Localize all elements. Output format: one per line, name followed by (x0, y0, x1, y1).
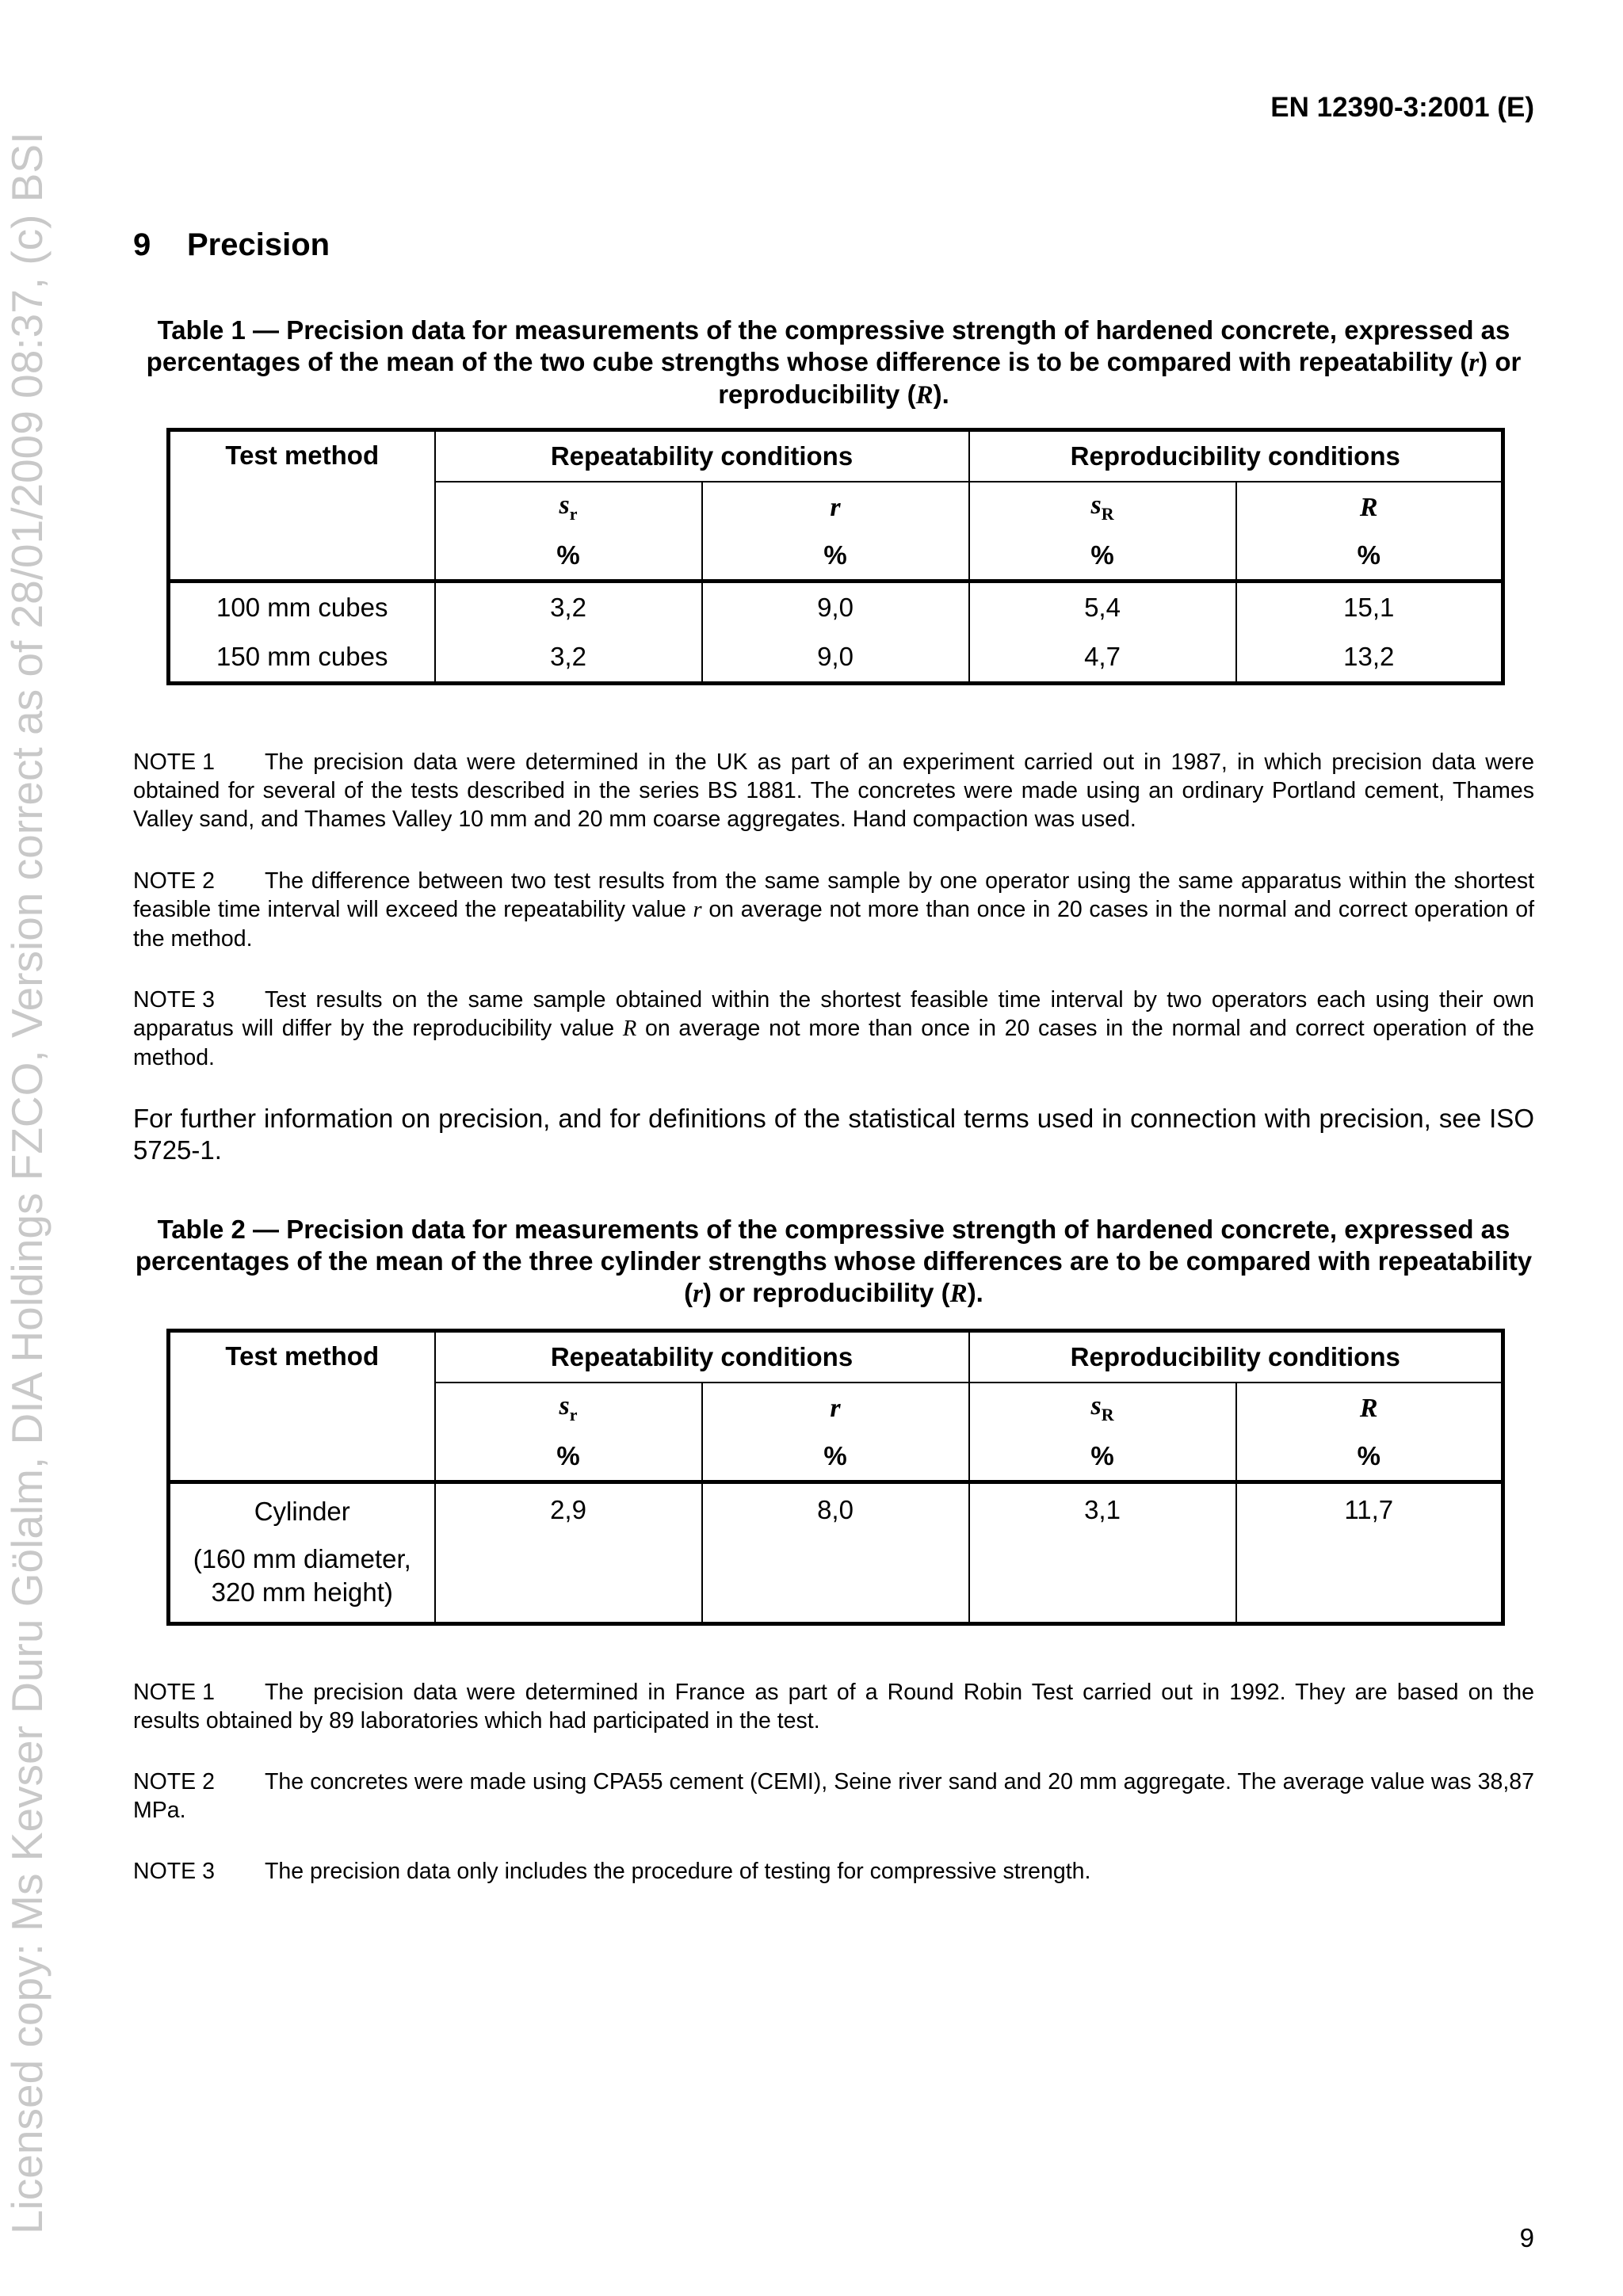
table-row (169, 1482, 1503, 1624)
value-cell: 5,4 (969, 582, 1236, 633)
value-cell: 2,9 (435, 1482, 702, 1624)
table2-caption-mid: ) or reproducibility ( (702, 1278, 950, 1307)
table1-caption-end: ). (933, 379, 949, 409)
unit-cell: % (702, 532, 969, 582)
table1-caption (133, 315, 1534, 411)
unit-cell: % (435, 532, 702, 582)
repeatability-header: Repeatability conditions (435, 430, 969, 482)
further-information-paragraph: For further information on precision, and for definitions of the statistical terms used in connection with precision, see ISO 5725-1. (133, 1104, 1534, 1165)
symbol-sR: $s_R$ (969, 482, 1236, 532)
page-number: 9 (1519, 2223, 1534, 2252)
table2-note-2: NOTE 2 The concretes were made using CPA55 cement (CEMI), Seine river sand and 20 mm aggregate. The average value was 38,87 MPa. (133, 1769, 1534, 1823)
table2-note-1: NOTE 1 The precision data were determined in France as part of a Round Robin Test carried out in 1992. They are based on the results obtained by 89 laboratories which had participated in the test. (133, 1680, 1534, 1733)
unit-cell: % (969, 532, 1236, 582)
table1-note-1: NOTE 1 The precision data were determined in the UK as part of an experiment carried out in 1987, in which precision data were obtained for several of the tests described in the series BS 1881. The concretes were made using an ordinary Portland cement, Thames Valley sand, and Thames Valley 10 mm and 20 mm coarse aggregates. Hand compaction was used. (133, 749, 1534, 832)
license-watermark: Licensed copy: Ms Kevser Duru Gölalm, DIA Holdings FZCO, Version correct as of 28/01/2009 08:37, (c) BSI (2, 132, 52, 2234)
value-cell: 11,7 (1236, 1482, 1503, 1624)
symbol-sr: $s_r$ (435, 482, 702, 532)
method-line-1: Cylinder (254, 1497, 350, 1526)
value-cell: 9,0 (702, 582, 969, 633)
symbol-r: r (702, 1383, 969, 1432)
section-number: 9 (133, 227, 151, 262)
table2-caption (133, 1214, 1534, 1310)
table-row (169, 632, 1503, 684)
value-cell: 3,1 (969, 1482, 1236, 1624)
section-heading (133, 227, 330, 263)
value-cell: 15,1 (1236, 582, 1503, 633)
table2-caption-R: R (949, 1280, 968, 1308)
document-id: EN 12390-3:2001 (E) (1270, 92, 1534, 123)
table-row (169, 582, 1503, 633)
repeatability-header: Repeatability conditions (435, 1331, 969, 1383)
value-cell: 3,2 (435, 632, 702, 684)
table2-caption-end: ). (967, 1278, 983, 1307)
symbol-R: R (1236, 482, 1503, 532)
table1-note-2: NOTE 2 The difference between two test results from the same sample by one operator using the same apparatus within the shortest feasible time interval will exceed the repeatability value r on average not more than once in 20 cases in the normal and correct operation of the method. (133, 868, 1534, 952)
unit-cell: % (435, 1432, 702, 1482)
unit-cell: % (1236, 1432, 1503, 1482)
method-cell: 150 mm cubes (169, 632, 435, 684)
value-cell: 3,2 (435, 582, 702, 633)
table1-caption-text: Table 1 — Precision data for measurements of the compressive strength of hardened concrete, expressed as percentages of the mean of the two cube strengths whose difference is to be compared with repeatability ( (146, 315, 1510, 376)
method-line-2: (160 mm diameter, 320 mm height) (193, 1544, 411, 1607)
symbol-r: r (702, 482, 969, 532)
table1-note-3: NOTE 3 Test results on the same sample obtained within the shortest feasible time interval by two operators each using their own apparatus will differ by the reproducibility value R on average not more than once in 20 cases in the normal and correct operation of the method. (133, 987, 1534, 1070)
value-cell: 4,7 (969, 632, 1236, 684)
reproducibility-header: Reproducibility conditions (969, 430, 1503, 482)
value-cell: 13,2 (1236, 632, 1503, 684)
symbol-sR: $s_R$ (969, 1383, 1236, 1432)
table2 (166, 1329, 1505, 1626)
table2-caption-r: r (693, 1280, 703, 1308)
table2-note-3: NOTE 3 The precision data only includes the procedure of testing for compressive strength. (133, 1859, 1091, 1884)
unit-cell: % (969, 1432, 1236, 1482)
symbol-R: R (1236, 1383, 1503, 1432)
table1-caption-mid: ) or reproducibility ( (718, 347, 1522, 409)
section-title: Precision (187, 227, 330, 262)
test-method-header: Test method (169, 1331, 435, 1482)
value-cell: 8,0 (702, 1482, 969, 1624)
method-cell (169, 1482, 435, 1624)
unit-cell: % (702, 1432, 969, 1482)
table1-caption-r: r (1468, 349, 1480, 377)
table1-caption-R: R (915, 381, 934, 410)
table1 (166, 428, 1505, 685)
unit-cell: % (1236, 532, 1503, 582)
reproducibility-header: Reproducibility conditions (969, 1331, 1503, 1383)
table2-caption-text: Table 2 — Precision data for measurements of the compressive strength of hardened concrete, expressed as percentages of the mean of the three cylinder strengths whose differences are to be compared with repeatability ( (135, 1215, 1533, 1307)
symbol-sr: $s_r$ (435, 1383, 702, 1432)
value-cell: 9,0 (702, 632, 969, 684)
test-method-header: Test method (169, 430, 435, 582)
method-cell: 100 mm cubes (169, 582, 435, 633)
